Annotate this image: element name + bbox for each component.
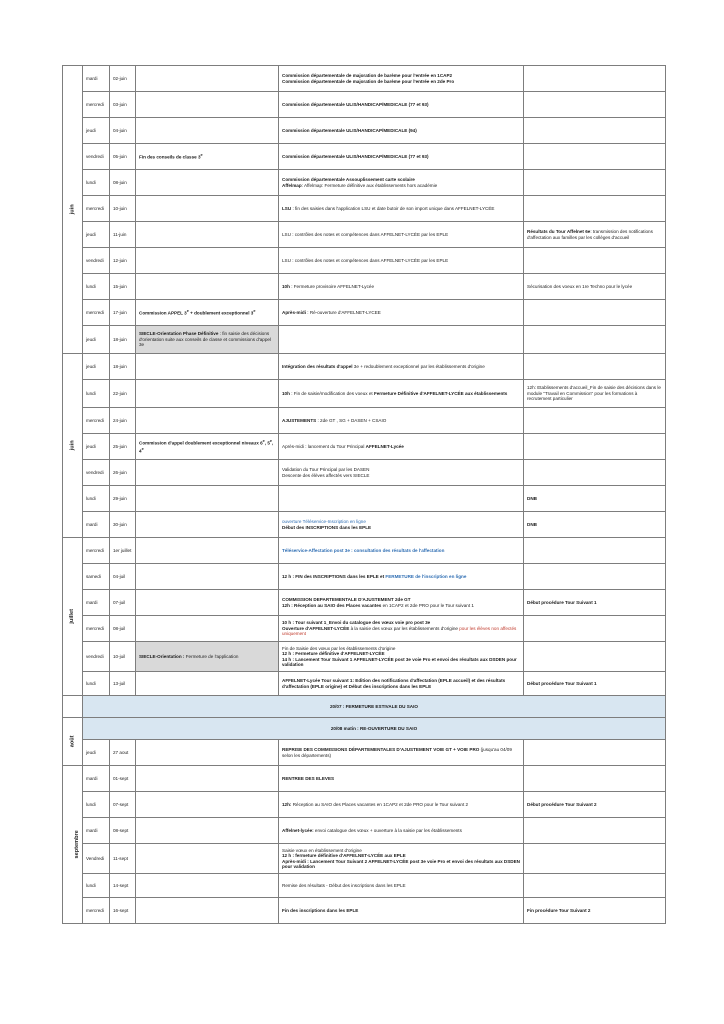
note-text: : transmission des notifications d'affectation aux familles par les collèges d'accueil <box>527 229 653 240</box>
day-cell: vendredi <box>83 248 110 274</box>
date-cell: 04-juin <box>110 118 136 144</box>
date-cell: 18-juin <box>110 326 136 354</box>
day-cell: lundi <box>83 380 110 408</box>
affelnet-cell <box>279 898 524 924</box>
event-text: 12 h : FIN des INSCRIPTIONS dans les EPLE et <box>282 573 386 579</box>
event-text: : Ré-ouverture d'AFFELNET-LYCEE <box>306 309 381 315</box>
event-text: 12h : Réception au SAIO des Places vacantes <box>282 602 382 608</box>
affelnet-cell <box>279 66 524 92</box>
affelnet-cell <box>279 642 524 672</box>
table-row <box>63 696 666 718</box>
calendar-table <box>62 65 666 924</box>
affelnet-cell <box>279 874 524 898</box>
event-text: Validation du Tour Principal par les DASEN <box>282 467 370 472</box>
date-cell: 02-juin <box>110 66 136 92</box>
notes-cell <box>524 486 666 512</box>
event-text: Réception au SAIO des Places vacantes en 1CAP2 et 2de PRO pour le Tour suivant 2 <box>291 801 469 807</box>
event-text: Après-midi : lancement du Tour Principal <box>282 443 366 449</box>
event-text: pour les élèves non affectés uniquement <box>282 625 517 637</box>
event-text: 3e + redoublement exceptionnel par les établissements d'origine <box>352 363 485 369</box>
affelnet-cell <box>279 740 524 766</box>
month-cell-empty <box>63 696 83 718</box>
notes-cell <box>524 170 666 196</box>
event-text: 12 h : Fermeture définitive d'AFFELNET-LYCÉE <box>282 651 385 656</box>
note-text: Début procédure Tour Suivant 1 <box>527 599 597 605</box>
day-cell: mardi <box>83 512 110 538</box>
date-cell: 08-juin <box>110 170 136 196</box>
table-row <box>63 66 666 92</box>
day-cell: lundi <box>83 486 110 512</box>
conseil-cell <box>136 898 279 924</box>
event-text: SIECLE-Orientation Phase Définitive <box>139 331 219 337</box>
day-cell: jeudi <box>83 326 110 354</box>
event-text: (jusqu'au 04/09 selon les départements) <box>282 747 512 758</box>
notes-cell <box>524 792 666 818</box>
note-text: Résultats du Tour Affelnet 6e <box>527 229 591 234</box>
event-text: SIECLE-Orientation : <box>139 653 185 659</box>
affelnet-cell <box>279 222 524 248</box>
day-cell: samedi <box>83 564 110 590</box>
notes-cell <box>524 898 666 924</box>
table-row <box>63 642 666 672</box>
notes-cell <box>524 590 666 616</box>
table-row <box>63 590 666 616</box>
affelnet-cell <box>279 538 524 564</box>
affelnet-cell <box>279 248 524 274</box>
conseil-cell <box>136 486 279 512</box>
table-row <box>63 512 666 538</box>
event-text: envoi catalogue des vœux + ouverture à la saisie par les établissements <box>313 827 462 833</box>
event-text: : Fermeture provisoire AFFELNET-Lycée <box>289 283 374 289</box>
affelnet-cell <box>279 92 524 118</box>
event-text: LSU : contrôles des notes et compétences dans AFFELNET-LYCÉE par les EPLE <box>282 257 449 263</box>
note-text: 12h: Etablissements d'accueil_Fin de saisie des décisions dans le module "Travail en Commission" pour les formations à recrutement particulier <box>527 385 661 402</box>
date-cell: 10-juin <box>110 196 136 222</box>
event-text: Affelnet-lycée: <box>282 827 314 833</box>
conseil-cell <box>136 222 279 248</box>
day-cell: jeudi <box>83 434 110 460</box>
affelnet-cell <box>279 196 524 222</box>
notes-cell <box>524 326 666 354</box>
day-cell: mercredi <box>83 408 110 434</box>
conseil-cell <box>136 248 279 274</box>
event-text: AFFELNET-Lycée Tour suivant 1: Edition des notifications d'affectation (EPLE accueil) et des résultats d'affectation (EPLE origine) et Début des inscriptions dans les EPLE <box>282 678 506 689</box>
affelnet-cell <box>279 818 524 844</box>
event-text: FERMETURE de l'inscription en ligne <box>385 573 467 579</box>
event-text: à la saisie des vœux par les établissements d'origine <box>349 625 460 631</box>
conseil-cell <box>136 326 279 354</box>
date-cell: 29-juin <box>110 486 136 512</box>
conseil-cell <box>136 766 279 792</box>
event-text: Remise des résultats - Début des inscriptions dans les EPLE <box>282 882 406 888</box>
date-cell: 14-sept <box>110 874 136 898</box>
event-text: 12h: <box>282 801 292 807</box>
event-text: ouverture Téléservice-Inscription en ligne <box>282 519 366 524</box>
notes-cell <box>524 564 666 590</box>
affelnet-cell <box>279 408 524 434</box>
event-text: 12 h : fermeture définitive d'AFFELNET-LYCÉE aux EPLE <box>282 853 406 858</box>
table-row <box>63 844 666 874</box>
date-cell: 27 aout <box>110 740 136 766</box>
event-text: : Fin de saisie/modification des voeux et <box>289 390 374 396</box>
table-row <box>63 672 666 696</box>
notes-cell <box>524 144 666 170</box>
event-text: Commission départementale Assouplissement carte scolaire <box>282 177 415 182</box>
date-cell: 07-sept <box>110 792 136 818</box>
date-cell: 11-sept <box>110 844 136 874</box>
event-text: COMMISSION DEPARTEMENTALE D'AJUSTEMENT 2de GT <box>282 597 411 602</box>
event-text: Après-midi : Lancement Tour Suivant 2 AFFELNET-LYCÉE post 3e voie Pro et envoi des résultats aux DSDEN pour validation <box>282 858 520 869</box>
day-cell: jeudi <box>83 740 110 766</box>
event-text: Commission d'appel doublement exceptionnel niveaux 6 <box>139 441 263 446</box>
table-row <box>63 434 666 460</box>
note-text: DNB <box>527 521 537 527</box>
date-cell: 26-juin <box>110 460 136 486</box>
affelnet-cell <box>279 564 524 590</box>
superscript: e <box>200 152 203 157</box>
event-text: : 2de GT , SG + DASEN + CSAIO <box>316 417 387 423</box>
event-text: Affelmap <box>282 182 302 188</box>
day-cell: mardi <box>83 818 110 844</box>
conseil-cell <box>136 874 279 898</box>
conseil-cell <box>136 354 279 380</box>
table-row <box>63 326 666 354</box>
month-label: septembre <box>73 830 80 859</box>
date-cell: 30-juin <box>110 512 136 538</box>
event-text: : Affelmap: Fermeture définitive aux établissements hors académie <box>301 182 438 188</box>
day-cell: mercredi <box>83 300 110 326</box>
event-text: 10 h : Tour suivant 1_Envoi du catalogue des vœux voie pro post 3e <box>282 620 431 626</box>
table-row <box>63 144 666 170</box>
event-text: Fermeture de l'application <box>184 653 239 659</box>
event-text: Téléservice-Affectation post 3e : consultation des résultats de l'affectation <box>282 547 445 553</box>
superscript: e <box>141 446 144 451</box>
notes-cell <box>524 672 666 696</box>
event-text: + doublement exceptionnel 3 <box>188 310 254 316</box>
date-cell: 11-juin <box>110 222 136 248</box>
conseil-cell <box>136 92 279 118</box>
event-text: : fin saisie des décisions d'orientation suite aux conseils de classe et commissions d'appel 3e <box>139 331 271 348</box>
day-cell: lundi <box>83 274 110 300</box>
date-cell: 16-sept <box>110 898 136 924</box>
table-row <box>63 792 666 818</box>
notes-cell <box>524 300 666 326</box>
notes-cell <box>524 118 666 144</box>
notes-cell <box>524 196 666 222</box>
event-text: Commission départementale ULIS/HANDICAP/MEDICALE (94) <box>282 127 417 133</box>
conseil-cell <box>136 460 279 486</box>
note-text: Fin procédure Tour Suivant 2 <box>527 907 591 913</box>
table-row <box>63 222 666 248</box>
day-cell: mercredi <box>83 92 110 118</box>
superscript: e <box>262 439 265 444</box>
month-label: juin <box>69 204 76 215</box>
event-text: 10h <box>282 283 290 289</box>
day-cell: jeudi <box>83 118 110 144</box>
event-text: Ouverture d'AFFELNET-LYCÉE <box>282 625 350 631</box>
affelnet-cell <box>279 354 524 380</box>
day-cell: jeudi <box>83 354 110 380</box>
month-label: août <box>69 735 76 748</box>
conseil-cell <box>136 408 279 434</box>
month-label: juillet <box>69 609 76 624</box>
event-text: 10h <box>282 390 290 396</box>
affelnet-cell <box>279 590 524 616</box>
affelnet-cell <box>279 486 524 512</box>
day-cell: vendredi <box>83 642 110 672</box>
notes-cell <box>524 740 666 766</box>
date-cell: 08-juil <box>110 616 136 642</box>
superscript: e <box>253 308 256 313</box>
date-cell: 17-juin <box>110 300 136 326</box>
event-text: Fin de Saisie des vœux par les établissements d'origine <box>282 645 396 651</box>
event-text: REPRISE DES COMMISSIONS DÉPARTEMENTALES D'AJUSTEMENT VOIE GT + VOIE PRO <box>282 747 480 752</box>
affelnet-cell <box>279 616 524 642</box>
affelnet-cell <box>279 118 524 144</box>
conseil-cell <box>136 590 279 616</box>
table-row <box>63 874 666 898</box>
notes-cell <box>524 274 666 300</box>
closure-banner: 20/07 : FERMETURE ESTIVALE DU SAIO <box>83 696 666 718</box>
day-cell: mercredi <box>83 898 110 924</box>
day-cell: mardi <box>83 66 110 92</box>
conseil-cell <box>136 300 279 326</box>
table-row <box>63 766 666 792</box>
event-text: Après-midi <box>282 309 306 315</box>
notes-cell <box>524 66 666 92</box>
day-cell: vendredi <box>83 144 110 170</box>
event-text: Fin des conseils de classe 3 <box>139 154 201 160</box>
table-row <box>63 740 666 766</box>
table-row <box>63 616 666 642</box>
table-row <box>63 92 666 118</box>
table-row <box>63 460 666 486</box>
day-cell: lundi <box>83 672 110 696</box>
day-cell: lundi <box>83 874 110 898</box>
event-text: en 1CAP2 et 2de PRO pour le Tour suivant 1 <box>381 602 474 608</box>
event-text: 14 h : Lancement Tour Suivant 1 AFFELNET-LYCÉE post 3e voie Pro et envoi des résultats aux DSDEN pour validation <box>282 656 517 667</box>
event-text: AJUSTEMENTS <box>282 417 317 423</box>
event-text: Fin des inscriptions dans les EPLE <box>282 907 359 913</box>
notes-cell <box>524 818 666 844</box>
event-text: Commission départementale de majoration de barème pour l'entrée en 2de Pro <box>282 78 455 84</box>
conseil-cell <box>136 144 279 170</box>
conseil-cell <box>136 274 279 300</box>
table-row <box>63 408 666 434</box>
conseil-cell <box>136 616 279 642</box>
superscript: e <box>186 308 189 313</box>
day-cell: jeudi <box>83 222 110 248</box>
day-cell: Vendredi <box>83 844 110 874</box>
reopening-banner: 20/08 matin : RE-OUVERTURE DU SAIO <box>83 718 666 740</box>
date-cell: 10-juil <box>110 642 136 672</box>
table-row <box>63 300 666 326</box>
table-row <box>63 718 666 740</box>
conseil-cell <box>136 196 279 222</box>
conseil-cell <box>136 170 279 196</box>
month-cell-septembre <box>63 766 83 924</box>
day-cell: mercredi <box>83 196 110 222</box>
conseil-cell <box>136 642 279 672</box>
notes-cell <box>524 434 666 460</box>
affelnet-cell <box>279 460 524 486</box>
conseil-cell <box>136 512 279 538</box>
note-text: Sécurisation des voeux en 1re Techno pour le lycée <box>527 283 633 289</box>
conseil-cell <box>136 66 279 92</box>
notes-cell <box>524 222 666 248</box>
event-text: Commission départementale ULIS/HANDICAP/MEDICALE (77 et 93) <box>282 153 429 159</box>
date-cell: 25-juin <box>110 434 136 460</box>
day-cell: mardi <box>83 590 110 616</box>
date-cell: 01-sept <box>110 766 136 792</box>
conseil-cell <box>136 672 279 696</box>
affelnet-cell <box>279 380 524 408</box>
notes-cell <box>524 874 666 898</box>
table-row <box>63 564 666 590</box>
date-cell: 12-juin <box>110 248 136 274</box>
event-text: Commission départementale ULIS/HANDICAP/MEDICALE (77 et 93) <box>282 101 429 107</box>
month-cell-juillet <box>63 538 83 696</box>
conseil-cell <box>136 740 279 766</box>
conseil-cell <box>136 564 279 590</box>
notes-cell <box>524 92 666 118</box>
table-row <box>63 118 666 144</box>
table-row <box>63 354 666 380</box>
note-text: Début procédure Tour Suivant 2 <box>527 801 597 807</box>
date-cell: 22-juin <box>110 380 136 408</box>
date-cell: 1er juillet <box>110 538 136 564</box>
event-text: RENTREE DES ELEVES <box>282 775 335 781</box>
notes-cell <box>524 248 666 274</box>
event-text: AFFELNET-Lycée <box>365 443 404 449</box>
affelnet-cell <box>279 672 524 696</box>
note-text: Début procédure Tour Suivant 1 <box>527 680 597 686</box>
month-label: juin <box>69 440 76 451</box>
event-text: : fin des saisies dans l'application LSU et date butoir de son import unique dans AFFELNET-LYCÉE <box>291 205 495 211</box>
day-cell: mercredi <box>83 538 110 564</box>
event-text: Début des INSCRIPTIONS dans les EPLE <box>282 524 372 530</box>
table-row <box>63 898 666 924</box>
date-cell: 13-juil <box>110 672 136 696</box>
event-text: Intégration des résultats d'appel <box>282 363 353 369</box>
affelnet-cell <box>279 766 524 792</box>
affelnet-cell <box>279 300 524 326</box>
event-text: Commission départementale de majoration de barème pour l'entrée en 1CAP2 <box>282 73 453 78</box>
month-cell-juin <box>63 354 83 538</box>
conseil-cell <box>136 380 279 408</box>
event-text: LSU <box>282 205 292 211</box>
table-row <box>63 170 666 196</box>
event-text: Fermeture Définitive d'AFFELNET-LYCÉE aux établissements <box>373 390 508 396</box>
affelnet-cell <box>279 144 524 170</box>
notes-cell <box>524 616 666 642</box>
notes-cell <box>524 844 666 874</box>
table-row <box>63 818 666 844</box>
table-row <box>63 538 666 564</box>
event-text: , 5 <box>264 441 270 446</box>
conseil-cell <box>136 118 279 144</box>
notes-cell <box>524 512 666 538</box>
affelnet-cell <box>279 512 524 538</box>
day-cell: mardi <box>83 766 110 792</box>
event-text: Commission APPEL 3 <box>139 310 187 316</box>
conseil-cell <box>136 538 279 564</box>
date-cell: 07-juil <box>110 590 136 616</box>
day-cell: lundi <box>83 792 110 818</box>
note-text: DNB <box>527 495 537 501</box>
affelnet-cell <box>279 326 524 354</box>
date-cell: 03-juin <box>110 92 136 118</box>
conseil-cell <box>136 818 279 844</box>
notes-cell <box>524 408 666 434</box>
date-cell: 15-juin <box>110 274 136 300</box>
event-text: LSU : contrôles des notes et compétences dans AFFELNET-LYCÉE par les EPLE <box>282 231 449 237</box>
table-row <box>63 380 666 408</box>
notes-cell <box>524 766 666 792</box>
date-cell: 08-sept <box>110 818 136 844</box>
notes-cell <box>524 380 666 408</box>
table-row <box>63 248 666 274</box>
event-text: , 4 <box>139 441 274 454</box>
day-cell: mercredi <box>83 616 110 642</box>
notes-cell <box>524 538 666 564</box>
event-text: Descente des élèves affectés vers SIECLE <box>282 472 370 478</box>
day-cell: vendredi <box>83 460 110 486</box>
date-cell: 24-juin <box>110 408 136 434</box>
month-cell-juin <box>63 66 83 354</box>
notes-cell <box>524 642 666 672</box>
affelnet-cell <box>279 844 524 874</box>
notes-cell <box>524 354 666 380</box>
conseil-cell <box>136 434 279 460</box>
superscript: e <box>269 439 273 444</box>
day-cell: lundi <box>83 170 110 196</box>
affelnet-cell <box>279 274 524 300</box>
affelnet-cell <box>279 434 524 460</box>
date-cell: 05-juin <box>110 144 136 170</box>
table-row <box>63 486 666 512</box>
affelnet-cell <box>279 792 524 818</box>
month-cell-aout <box>63 718 83 766</box>
conseil-cell <box>136 792 279 818</box>
date-cell: 18-juin <box>110 354 136 380</box>
conseil-cell <box>136 844 279 874</box>
table-row <box>63 196 666 222</box>
affelnet-cell <box>279 170 524 196</box>
event-text: Saisie vœux en établissement d'origine <box>282 847 362 853</box>
table-row <box>63 274 666 300</box>
date-cell: 04-juil <box>110 564 136 590</box>
notes-cell <box>524 460 666 486</box>
